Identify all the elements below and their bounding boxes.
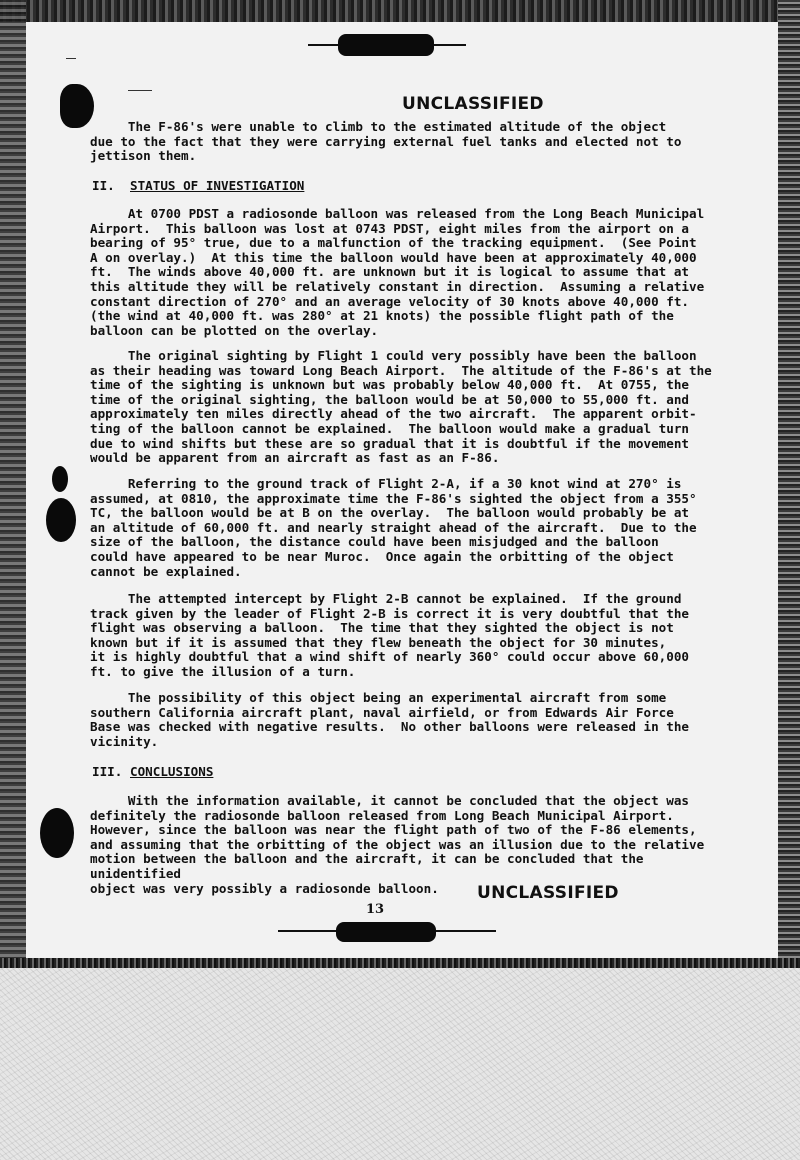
- stray-mark: [128, 90, 152, 91]
- punch-hole-top: [60, 84, 94, 128]
- stray-mark: [66, 58, 76, 59]
- section-heading-conclusions: [92, 764, 213, 779]
- section-title: STATUS OF INVESTIGATION: [130, 178, 305, 193]
- scan-edge-right: [778, 0, 800, 960]
- section-number: III.: [92, 764, 123, 779]
- classification-stamp-top: UNCLASSIFIED: [402, 94, 544, 114]
- paragraph-experimental-aircraft: The possibility of this object being an experimental aircraft from some southern California aircraft plant, naval airfield, or from Edwards Air Force Base was checked with negative results. No other balloons were released in the vicinity.: [90, 690, 689, 749]
- section-number: II.: [92, 178, 115, 193]
- punch-hole-middle: [46, 498, 76, 542]
- section-title: CONCLUSIONS: [130, 764, 214, 779]
- paragraph-flight-2a: Referring to the ground track of Flight 2-A, if a 30 knot wind at 270° is assumed, at 0810, the approximate time the F-86's sighted the object from a 355° TC, the balloon would be at B on the overlay. The balloon would probably be at an altitude of 60,000 ft. and nearly straight ahead of the aircraft. Due to the size of the balloon, the distance could have been misjudged and the balloon could have appeared to be near Muroc. Once again the orbitting of the object cannot be explained.: [90, 476, 697, 579]
- paragraph-flight-1: The original sighting by Flight 1 could very possibly have been the balloon as their heading was toward Long Beach Airport. The altitude of the F-86's at the time of the sighting is unknown but was probably below 40,000 ft. At 0755, the time of the original sighting, the balloon would be at 50,000 to 55,000 ft. and approximately ten miles directly ahead of the two aircraft. The apparent orbit- ting of the balloon cannot be explained. The balloon would make a gradual turn due to wind shifts but these are so gradual that it is doubtful if the movement would be apparent from an aircraft as fast as an F-86.: [90, 348, 712, 466]
- classification-stamp-bottom: UNCLASSIFIED: [477, 883, 619, 903]
- redaction-top: [338, 34, 434, 56]
- paragraph-fuel-tanks: The F-86's were unable to climb to the estimated altitude of the object due to the fact that they were carrying external fuel tanks and elected not to jettison them.: [90, 119, 682, 164]
- page-number: 13: [366, 902, 385, 917]
- section-heading-status: [92, 178, 304, 193]
- scan-edge-bottom: [0, 958, 800, 968]
- paragraph-flight-2b: The attempted intercept by Flight 2-B cannot be explained. If the ground track given by the leader of Flight 2-B is correct it is very doubtful that the flight was observing a balloon. The time that they sighted the object is not known but if it is assumed that they flew beneath the object for 30 minutes, it is highly doubtful that a wind shift of nearly 360° could occur above 60,000 ft. to give the illusion of a turn.: [90, 591, 689, 679]
- punch-hole-bottom: [40, 808, 74, 858]
- scan-edge-top: [0, 0, 800, 22]
- scan-noise-area: [0, 968, 800, 1160]
- punch-hole-small: [52, 466, 68, 492]
- paragraph-radiosonde-release: At 0700 PDST a radiosonde balloon was released from the Long Beach Municipal Airport. This balloon was lost at 0743 PDST, eight miles from the airport on a bearing of 95° true, due to a malfunction of the tracking equipment. (See Point A on overlay.) At this time the balloon would have been at approximately 40,000 ft. The winds above 40,000 ft. are unknown but it is logical to assume that at this altitude they will be relatively constant in direction. Assuming a relative constant direction of 270° and an average velocity of 30 knots above 40,000 ft. (the wind at 40,000 ft. was 280° at 21 knots) the possible flight path of the balloon can be plotted on the overlay.: [90, 206, 705, 338]
- redaction-bottom: [336, 922, 436, 942]
- paragraph-conclusion: With the information available, it cannot be concluded that the object was definitely the radiosonde balloon released from Long Beach Municipal Airport. However, since the balloon was near the flight path of two of the F-86 elements, and assuming that the orbitting of the object was an illusion due to the relative motion between the balloon and the aircraft, it can be concluded that the unidentified object was very possibly a radiosonde balloon.: [90, 793, 705, 896]
